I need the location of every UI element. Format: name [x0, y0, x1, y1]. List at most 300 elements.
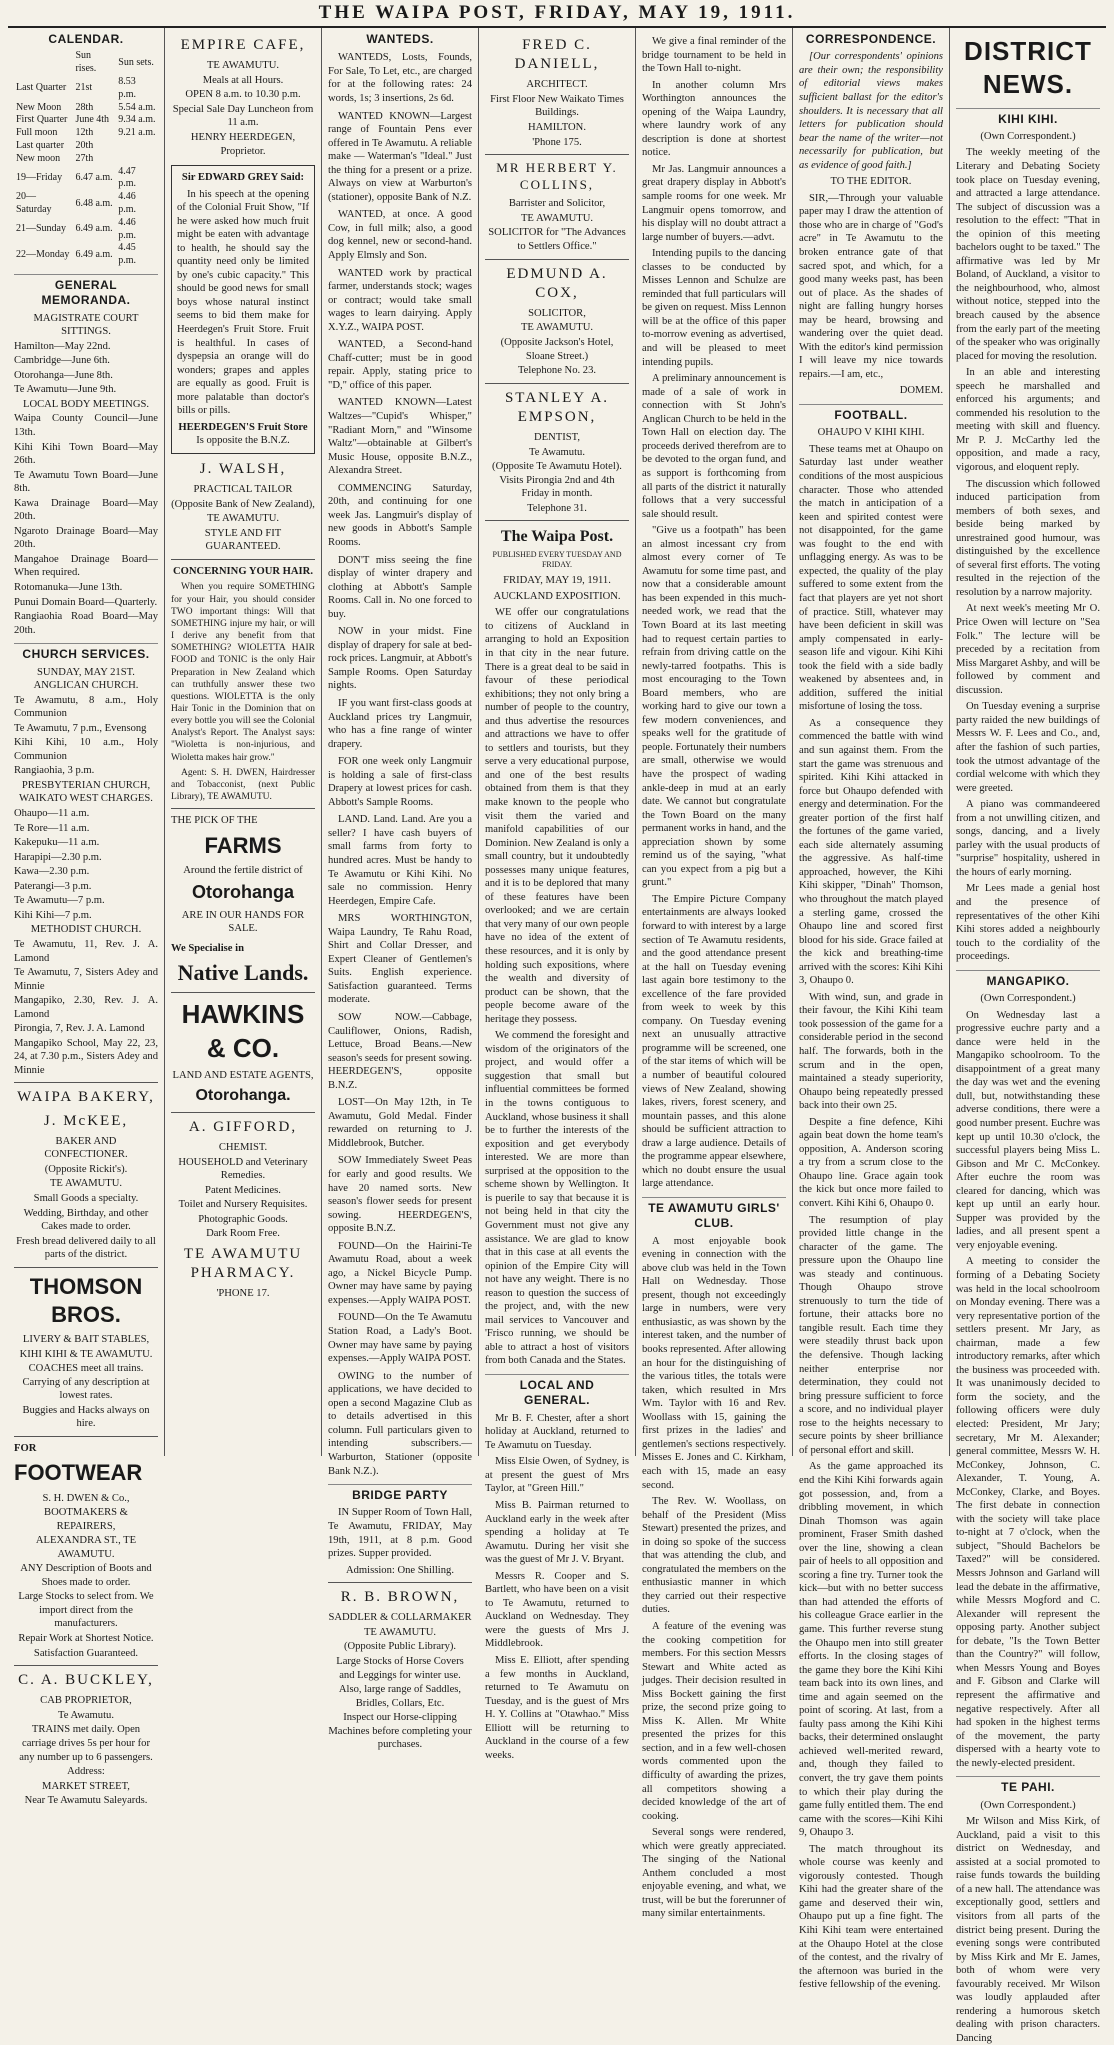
calendar-cell: 6.49 a.m.: [75, 223, 113, 235]
text-line: HAMILTON.: [528, 122, 586, 134]
text-line: Dark Room Free.: [206, 1228, 280, 1240]
calendar-cell: 9.21 a.m.: [118, 127, 156, 139]
text-line: (Opposite Te Awamutu Hotel). Visits Pirongia 2nd and 4th Friday in month.: [492, 461, 622, 500]
footwear-for: FOR: [14, 1442, 37, 1454]
text-line: TE AWAMUTU.: [363, 1626, 437, 1638]
buckley-lines: [14, 1694, 158, 1807]
wanted-item: IF you want first-class goods at Auckland prices try Langmuir, who has a fine range of winter drapery.: [328, 697, 472, 750]
moon-rows: [14, 76, 158, 166]
tepahi-heading: TE PAHI.: [956, 1776, 1100, 1795]
wanted-item: NOW in your midst. Fine display of drapery for sale at bed-rock prices. Langmuir, at Abbott's Sample Rooms. Open Saturday nights.: [328, 626, 472, 692]
text-line: Around the fertile district of: [183, 864, 303, 876]
text-line: Telephone No. 23.: [517, 365, 597, 377]
native-title: Native Lands.: [177, 960, 309, 986]
local-general-heading: LOCAL AND GENERAL.: [485, 1374, 629, 1409]
text-line: KIHI KIHI & TE AWAMUTU.: [19, 1348, 153, 1360]
text-line: Rangiaohia, 3 p.m.: [14, 765, 95, 777]
cox-lines: [485, 307, 629, 378]
column-5: [636, 28, 793, 1920]
text-line: Mangahoe Drainage Board—When required.: [14, 553, 158, 579]
calendar-cell: 5.54 a.m.: [118, 101, 156, 113]
paragraph: Mr Wilson and Miss Kirk, of Auckland, paid a visit to this district on Wednesday, and assisted at a social promoted to raise funds towards the building of a new hall. The attendance was exceptionally good, settlers and visitors from all parts of the district being present. During the evening songs were contributed by Miss Kirk and Mr E. James, both of whom were very favourably received. Mr Wilson was loudly applauded after rendering a humorous sketch dealing with prison characters. Dancing: [956, 1816, 1100, 2044]
grey-title: Sir EDWARD GREY Said:: [181, 172, 305, 184]
paragraph: In another column Mrs Worthington announces the opening of the Waipa Laundry, where laundry work of any description is done at shortest notice.: [642, 79, 786, 159]
bridge-admission: Admission: One Shilling.: [345, 1564, 454, 1576]
brown-lines: [328, 1611, 472, 1751]
paragraph: On Wednesday last a progressive euchre party and a dance were held in the Mangapiko schoolroom. To the disappointment of a great many the day was wet and the evening dull, but, notwithstanding these adverse conditions, there were a good number present. Euchre was kept up until 10.30 o'clock, the successful players being Miss L. Gibson and Mr C. McConkey. After euchre the room was cleared for dancing, which was kept up until an early hour. Supper was provided by the ladies, and all present spent a very enjoyable evening.: [956, 1009, 1100, 1251]
gifford-title: A. GIFFORD,: [188, 1118, 298, 1135]
corr-sign: DOMEM.: [899, 385, 943, 397]
general-heading: GENERAL MEMORANDA.: [14, 274, 158, 309]
wanted-item: FOUND—On the Hairini-Te Awamutu Road, about a week ago, a Nickel Bicycle Pump. Owner may have same by paying expenses.—Apply WAIPA POST.: [328, 1240, 472, 1306]
text-line: CAB PROPRIETOR,: [40, 1695, 132, 1707]
divider: [14, 1665, 158, 1666]
wanted-item: OWING to the number of applications, we have decided to open a second Magazine Club as to details advertised in this column. Full particulars given to intending subscribers.—Warburton, Stationer (opposite Bank N.Z.).: [328, 1370, 472, 1477]
otorohanga-title: Otorohanga: [192, 882, 294, 903]
gifford-lines: [171, 1141, 315, 1241]
paragraph: Intending pupils to the dancing classes to be conducted by Misses Lennon and Schulze are reminded that full particulars will be given on request. Miss Lennon will be at the office of this paper to-morrow evening as advertised, and will be pleased to meet intending pupils.: [642, 248, 786, 368]
text-line: HOUSEHOLD and Veterinary Remedies.: [178, 1156, 308, 1182]
column-6: [793, 28, 950, 1991]
paragraph: A piano was commandeered from a not unwilling citizen, and songs, dancing, and a lively parley with the usual products of "surprise" hospitality, ushered in the hours of early morning.: [956, 799, 1100, 878]
collins-title: MR HERBERT Y. COLLINS,: [496, 160, 618, 192]
text-line: Photographic Goods.: [198, 1213, 288, 1225]
calendar-cell: [116, 140, 158, 153]
methodist-heading: METHODIST CHURCH.: [30, 924, 142, 936]
calendar-row: [14, 102, 158, 115]
calendar-col-sets: Sun sets.: [118, 56, 154, 68]
column-7: [950, 28, 1106, 2044]
text-line: Pirongia, 7, Rev. J. A. Lamond: [14, 1023, 145, 1035]
calendar-cell: 4.47 p.m.: [118, 165, 137, 190]
calendar-row: [14, 242, 158, 268]
text-line: SOLICITOR for "The Advances to Settlers Office.": [488, 227, 626, 252]
text-line: Wedding, Birthday, and other Cakes made to order.: [23, 1207, 149, 1233]
text-line: Large Stocks to select from. We import direct from the manufacturers.: [18, 1591, 154, 1630]
paragraph: "Give us a footpath" has been an almost incessant cry from almost every corner of Te Awamutu for some time past, and now that a considerable amount has been expended in this much-needed work, we read that the Town Board at its last meeting had to request certain parties to refrain from driving cattle on the newly-tarred footpaths. This is most encouraging to the Town Board members, who are working hard to give our town a few modern conveniences, and speaks well for the gratitude of people. Fortunately their numbers are small, otherwise we would have the prospect of wading ankle-deep in mud at an early date. We cannot but congratulate the Town Board on the many permanent works in hand, and the appreciation shown by some remind us of the saying, "what can you expect from a pig but a grunt.": [642, 525, 786, 889]
hawkins-title: HAWKINS & CO.: [181, 999, 305, 1063]
footwear-title: FOOTWEAR: [14, 1460, 143, 1486]
daniell-lines: [485, 78, 629, 149]
text-line: TE AWAMUTU.: [49, 1178, 123, 1190]
text-line: (Opposite Rickit's).: [44, 1163, 128, 1175]
paragraph: The weekly meeting of the Literary and Debating Society took place on Tuesday evening, and attracted a large attendance. The subject of discussion was a resolution to the effect: "That in the opinion of this meeting bachelors ought to be taxed." The affirmative was led by Mr Boland, of Auckland, a visitor to the neighbourhood, who, almost without notice, stepped into the breach caused by the absence from the early part of the meeting of the speaker who was originally placed for moving the resolution.: [956, 147, 1100, 362]
calendar-cell: 20—Saturday: [16, 191, 52, 215]
pharmacy-phone: 'PHONE 17.: [216, 1288, 270, 1300]
paragraph: Miss B. Pairman returned to Auckland early in the week after spending a holiday at Te Awamutu. During her visit she was the guest of Mr J. V. Bryant.: [485, 1499, 629, 1566]
text-line: OPEN 8 a.m. to 10.30 p.m.: [185, 89, 301, 101]
wanteds-heading: WANTEDS.: [366, 32, 434, 46]
district-heading: DISTRICT NEWS.: [964, 36, 1092, 100]
text-line: Ngaroto Drainage Board—May 20th.: [14, 525, 158, 551]
paragraph: The discussion which followed induced participation from members of both sexes, and beside being marked by unrestrained good humour, was distinguished by the excellence of several first efforts. The voting resulted in the rejection of the resolution by a narrow majority.: [956, 478, 1100, 598]
wanted-item: DON'T miss seeing the fine display of winter drapery and clothing at Abbott's Sample Rooms. Call in. No one forced to buy.: [328, 554, 472, 620]
text-line: TE AWAMUTU.: [520, 322, 594, 334]
text-line: (Opposite Bank of New Zealand),: [171, 498, 315, 510]
text-line: DENTIST,: [534, 432, 580, 444]
text-line: Waipa County Council—June 13th.: [14, 413, 158, 438]
text-line: MARKET STREET,: [42, 1780, 130, 1792]
paragraph: We give a final reminder of the bridge tournament to be held in the Town Hall to-night.: [642, 36, 786, 75]
calendar-cell: June 4th: [75, 114, 110, 126]
paragraph: Despite a fine defence, Kihi again beat down the home team's opposition, A. Anderson scoring a try from a scrum close to the Ohaupo line. Grace again took the kick but once more failed to convert. Kihi Kihi 6, Ohaupo 0.: [799, 1116, 943, 1210]
text-line: Proprietor.: [220, 146, 266, 158]
paragraph: The Empire Picture Company entertainments are always looked forward to with interest by a large section of Te Awamutu residents, and the good attendance present at the hall on Tuesday evening last again bore testimony to the excellence of the fare provided from week to week by this company. On Tuesday evening next an unusually attractive programme will be screened, one of the star items of which will be a number of beautiful coloured views of New Zealand, showing lakes, rivers, forest scenery, and mountain passes, and this alone should be sufficient attraction to draw a large audience. Details of the programme appear elsewhere, which no doubt ensure the usual large attendance.: [642, 893, 786, 1190]
paragraph: A preliminary announcement is made of a sale of work in connection with St John's Anglican Church to be held in the Town Hall on election day. The proceeds derived therefrom are to be devoted to the organ fund, and as support is forthcoming from all parts of the district it naturally follows that a very successful sale should result.: [642, 373, 786, 520]
thomson-title: THOMSON BROS.: [29, 1273, 143, 1327]
text-line: TE AWAMUTU.: [206, 60, 280, 72]
wanted-item: LOST—On May 12th, in Te Awamutu, Gold Medal. Finder rewarded on returning to J. Middlebrook, Butcher.: [328, 1097, 472, 1149]
text-line: Te Awamutu—7 p.m.: [14, 895, 105, 907]
text-line: COACHES meet all trains. Carrying of any description at lowest rates.: [22, 1363, 150, 1402]
bridge-heading: BRIDGE PARTY: [328, 1484, 472, 1503]
kihi-corr: (Own Correspondent.): [980, 130, 1076, 142]
daniell-title: FRED C. DANIELL,: [514, 37, 600, 73]
footwear-lines: [14, 1492, 158, 1661]
court-heading: MAGISTRATE COURT SITTINGS.: [33, 312, 139, 338]
text-line: Te Rore—11 a.m.: [14, 822, 90, 834]
corr-note: [Our correspondents' opinions are their own; the responsibility of editorial views makes sufficient ballast for the editor's shoulders. It is necessary that all letters for publication should bear the name of the writer—not necessarily for publication, but as evidence of good faith.]: [799, 51, 943, 171]
divider: [14, 1436, 158, 1437]
text-line: ANY Description of Boots and Shoes made to order.: [20, 1563, 152, 1588]
text-line: BAKER AND CONFECTIONER.: [44, 1135, 128, 1161]
text-line: Kihi Kihi Town Board—May 26th.: [14, 441, 158, 467]
text-line: First Floor New Waikato Times Buildings.: [490, 93, 624, 119]
text-line: Special Sale Day Luncheon from 11 a.m.: [172, 103, 314, 129]
text-line: Large Stocks of Horse Covers and Leggings for winter use.: [336, 1655, 464, 1681]
empson-lines: [485, 431, 629, 515]
paragraph: A meeting to consider the forming of a Debating Society was held in the local schoolroom on Monday evening. There was a very representative portion of the settlers present. Mr Jary, as chairman, made a few introductory remarks, after which the business was proceeded with. It was unanimously decided to form the society, and the following officers were duly elected: President, Mr Jary; secretary, Mr M. Alexander; general committee, Messrs W. H. McConkey, Johnson, C. Alexander, T. Young, A. McConkey, Clarke, and Boyes. The first debate in connection with the society will take place to-night at 7 o'clock, when the subject, "Should Bachelors be Taxed?" will be considered. Messrs Johnson and Garland will lead the debate in the affirmative, while Messrs Mogford and C. Alexander will represent the opposing party. Another subject for debate, "Is the Town Better than the Country?" will follow, when Messrs Young and Boyes and F. Gibson and Clarke will represent the affirmative and negative respectively. After all had spoken in the highest terms of the movement, the party dispersed with a hearty vote to the newly-elected president.: [956, 1256, 1100, 1769]
text-line: Rangiaohia Road Board—May 20th.: [14, 611, 158, 636]
calendar-row: [14, 166, 158, 192]
wanted-item: WANTED, at once. A good Cow, in full milk; also, a good dog kennel, new or second-hand. Apply Elmsly and Son.: [328, 209, 472, 262]
text-line: BOOTMAKERS & REPAIRERS,: [44, 1507, 128, 1532]
paragraph: As a consequence they commenced the battle with wind and sun against them. From the start the game was strenuous and spirited. Kihi Kihi attacked in force but Ohaupo defended with energy and determination. For the greater portion of the first half the fortunes of the game varied, each side alternately assuming the aggressive. As half-time approached, however, the Kihi Kihi skipper, "Dinah" Thomson, who throughout the match played a sterling game, crossed the Ohaupo line and scored first blood for his side. Grace failed at the kick and breathing-time arrived with the scores: Kihi Kihi 3, Ohaupo 0.: [799, 717, 943, 987]
text-line: Te Awamutu—June 9th.: [14, 384, 117, 396]
local-general-body: [485, 1412, 629, 1763]
text-line: TE AWAMUTU.: [520, 212, 594, 224]
calendar-cell: New moon: [16, 152, 61, 164]
walsh-lines: [171, 483, 315, 554]
text-line: S. H. DWEN & Co.,: [42, 1492, 130, 1504]
text-line: SADDLER & COLLARMAKER: [328, 1612, 472, 1624]
wanted-item: SOW Immediately Sweet Peas for early and good results. We have 20 named sorts. New season's flower seeds for present sowing. HEERDEGEN'S, opposite B.N.Z.: [328, 1155, 472, 1235]
calendar-cell: 9.34 a.m.: [118, 114, 156, 126]
paragraph: A feature of the evening was the cooking competition for members. For this section Messrs Stewart and White acted as judges. Their decision resulted in Miss Bockett gaining the first prize, the second prize going to Miss K. Allen. Mr White presented the prizes for this section, and in a few well-chosen words commented upon the difficulty of awarding the prizes, all competitors showing a decided knowledge of the art of cooking.: [642, 1620, 786, 1822]
anglican-list: [14, 694, 158, 778]
girls-heading: TE AWAMUTU GIRLS' CLUB.: [642, 1197, 786, 1232]
text-line: TE AWAMUTU.: [206, 513, 280, 525]
calendar-cell: 4.45 p.m.: [118, 242, 137, 267]
text-line: Te Awamutu, 8 a.m., Holy Communion: [14, 694, 158, 720]
paragraph: The match throughout its whole course was keenly and vigorously contested. Though Kihi had the greater share of the game and deserved their win, Ohaupo put up a fine fight. The Kihi Kihi team were entertained at the Ohaupo Hotel at the close of the contest, and the rivalry of the afternoon was buried in the festive fellowship of the evening.: [799, 1843, 943, 1991]
paragraph: WE offer our congratulations to citizens of Auckland in arranging to hold an Exposition in that city in the near future. There is a great deal to be said in favour of these periodical exhibitions; they not only bring a number of people to the country, and thus advertise the resources and attractions we have to offer to settlers and tourists, but they serve a very educational purpose, and one of the best results obtained from them is that they make known to the people who visit them the varied and manifold capabilities of our Dominion. New Zealand is only a small country, but it undoubtedly possesses many unique features, and it is to be deplored that many of these features have been overlooked; and we are certain that very many of our own people have no idea of the extent of these resources, and it is only by holding such expositions, where the wealth and diversity of product can be shown, that the people become aware of the heritage they possess.: [485, 607, 629, 1025]
paragraph: At next week's meeting Mr O. Price Owen will lecture on "Sea Folk." The lecture will be preceded by a recitation from Miss Margaret Ashby, and will be followed by comment and discussion.: [956, 603, 1100, 696]
text-line: Punui Domain Board—Quarterly.: [14, 596, 158, 608]
grey-footer: HEERDEGEN'S Fruit Store: [178, 421, 308, 433]
empire-title: EMPIRE CAFE,: [180, 37, 306, 53]
calendar-cell: 6.48 a.m.: [75, 197, 113, 209]
mangapiko-heading: MANGAPIKO.: [956, 970, 1100, 989]
presby-list: [14, 807, 158, 922]
text-line: Te Awamutu.: [58, 1709, 114, 1721]
text-line: LIVERY & BAIT STABLES,: [22, 1334, 150, 1346]
column-4: [479, 28, 636, 1761]
calendar-table: [14, 50, 158, 268]
wanted-item: WANTED, a Second-hand Chaff-cutter; must be in good repair. Apply, stating price to "D," office of this paper.: [328, 339, 472, 391]
text-line: SOLICITOR,: [528, 307, 586, 319]
text-line: ARCHITECT.: [526, 79, 588, 91]
text-line: Kakepuku—11 a.m.: [14, 837, 100, 849]
text-line: Small Goods a specialty.: [33, 1192, 139, 1204]
church-date: SUNDAY, MAY 21ST.: [37, 666, 135, 678]
divider: [171, 1112, 315, 1113]
divider: [171, 808, 315, 809]
corr-to: TO THE EDITOR.: [830, 176, 912, 188]
text-line: ALEXANDRA ST., TE AWAMUTU.: [35, 1535, 137, 1560]
collins-lines: [485, 197, 629, 253]
text-line: Kihi Kihi, 10 a.m., Holy Communion: [14, 737, 158, 762]
wanted-item: COMMENCING Saturday, 20th, and continuing for one week Jas. Langmuir's display of new goods in Abbott's Sample Rooms.: [328, 482, 472, 548]
cox-title: EDMUND A. COX,: [506, 265, 608, 301]
presby-heading: PRESBYTERIAN CHURCH, WAIKATO WEST CHARGES.: [19, 779, 153, 805]
local-list: [14, 412, 158, 637]
text-line: Ohaupo—11 a.m.: [14, 808, 90, 820]
divider: [14, 1082, 158, 1083]
calendar-cell: Full moon: [16, 127, 58, 139]
text-line: Barrister and Solicitor,: [508, 198, 606, 210]
text-line: Fresh bread delivered daily to all parts of the district.: [16, 1235, 156, 1261]
calendar-cell: First Quarter: [16, 114, 68, 126]
text-line: CHEMIST.: [218, 1142, 268, 1154]
bakery-name: J. McKEE,: [43, 1112, 129, 1129]
calendar-cell: 6.49 a.m.: [75, 248, 113, 260]
text-line: Telephone 31.: [527, 502, 587, 514]
text-line: 'Phone 175.: [532, 136, 582, 148]
text-line: Inspect our Horse-clipping Machines before completing your purchases.: [328, 1712, 472, 1751]
divider: [485, 383, 629, 384]
hawkins-place: Otorohanga.: [195, 1087, 291, 1105]
tepahi-body: [956, 1815, 1100, 2045]
calendar-cell: 22—Monday: [16, 248, 70, 260]
text-line: Hamilton—May 22nd.: [14, 340, 111, 352]
text-line: Te Awamutu, 7 p.m., Evensong: [14, 722, 147, 734]
text-line: Kihi Kihi—7 p.m.: [14, 909, 92, 921]
paragraph: Mr Jas. Langmuir announces a great drapery display in Abbott's sample rooms for one week. Mr Langmuir opens tomorrow, and his display will no doubt attract a large number of buyers.—advt.: [642, 163, 786, 243]
local-heading: LOCAL BODY MEETINGS.: [22, 398, 150, 410]
calendar-cell: 19—Friday: [16, 171, 63, 183]
wanted-item: WANTEDS, Losts, Founds, For Sale, To Let, etc., are charged for at the following rates: 24 words, 1s; 3 insertions, 2s 6d.: [328, 52, 472, 104]
paper-name: The Waipa Post.: [500, 528, 614, 546]
wanted-item: SOW NOW.—Cabbage, Cauliflower, Onions, Radish, Lettuce, Broad Beans.—New season's seeds for present sowing. HEERDEGEN'S, opposite B.N.Z.: [328, 1012, 473, 1091]
calendar-row: [14, 114, 158, 127]
text-line: (Opposite Public Library).: [343, 1641, 457, 1653]
page-columns: [8, 28, 1106, 2044]
wanted-item: WANTED work by practical farmer, understands stock; wages or contract; would take small wages to learn dairying. Apply X.Y.Z., WAIPA POST.: [328, 267, 472, 333]
paragraph: With wind, sun, and grade in their favour, the Kihi Kihi team took possession of the game for a considerable period in the second half. The forwards, both in the scrum and in the open, maintained a steady superiority, Ohaupo being repeatedly pressed back into their own 25.: [799, 991, 943, 1112]
text-line: Cambridge—June 6th.: [14, 355, 110, 367]
wanted-item: LAND. Land. Land. Are you a seller? I have cash buyers of small farms from forty to hundred acres. Must be handy to Te Awamutu or Kihi Kihi. No sale no commission. Henry Heerdegen, Empire Cafe.: [328, 814, 472, 907]
text-line: PRACTICAL TAILOR: [193, 484, 293, 496]
mangapiko-corr: (Own Correspondent.): [980, 993, 1076, 1005]
walsh-title: J. WALSH,: [199, 460, 287, 477]
text-line: Also, large range of Saddles, Bridles, Collars, Etc.: [338, 1684, 462, 1709]
mangapiko-body: [956, 1009, 1100, 1771]
calendar-row: [14, 217, 158, 243]
grey-footer2: Is opposite the B.N.Z.: [196, 435, 290, 447]
wanted-item: FOUND—On the Te Awamutu Station Road, a Lady's Boot. Owner may have same by paying expenses.—Apply WAIPA POST.: [328, 1312, 472, 1365]
farms-sale: ARE IN OUR HANDS FOR SALE.: [181, 909, 305, 935]
text-line: LAND AND ESTATE AGENTS,: [172, 1069, 314, 1081]
calendar-cell: 21st: [75, 82, 93, 94]
column-1: [8, 28, 165, 1807]
calendar-row: [14, 153, 158, 166]
text-line: Satisfaction Guaranteed.: [33, 1647, 139, 1659]
bakery-lines: [14, 1135, 158, 1262]
day-rows: [14, 166, 158, 268]
text-line: Repair Work at Shortest Notice.: [18, 1633, 154, 1645]
paragraph: Miss Elsie Owen, of Sydney, is at present the guest of Mrs Taylor, at "Green Hill.": [485, 1456, 629, 1495]
empson-title: STANLEY A. EMPSON,: [504, 389, 610, 425]
paragraph: These teams met at Ohaupo on Saturday last under weather conditions of the most auspicious character. Those who attended the match in anticipation of a keen and spirited contest were not disappointed, for the game was fought to the end with unflagging energy. As was to be expected, the quality of the play suffered to some extent from the fact that players are yet not short of practice. Still, whatever may have been deficient in skill was amply compensated in early-season life and vigour. Kihi Kihi took the field with a side badly weakened by absentees and, in addition, suffered the initial misfortune of losing the toss.: [799, 443, 943, 713]
masthead: THE WAIPA POST, FRIDAY, MAY 19, 1911.: [8, 0, 1106, 28]
text-line: Patent Medicines.: [205, 1184, 281, 1196]
grey-text: In his speech at the opening of the Colonial Fruit Show, "If he were asked how much fruit might be eaten with advantage to health, he should say the quantity need only be limited by one's cubic capacity." This should be good news for small boys whose natural instinct seems to bid them make for Heerdegen's Fruit Store. Fruit is healthful. In cases of dyspepsia an orange will do wonders; grapes and apples are equally as good. Fruit is more palatable than doctor's bills or pills.: [177, 188, 309, 417]
calendar-cell: 21—Sunday: [16, 223, 66, 235]
calendar-row: [14, 191, 158, 217]
text-line: HENRY HEERDEGEN,: [190, 131, 296, 143]
calendar-cell: 4.46 p.m.: [118, 191, 137, 215]
farms-lines: [171, 864, 315, 878]
methodist-list: [14, 938, 158, 1077]
hair-agent: Agent: S. H. DWEN, Hairdresser and Tobacconist, (next Public Library), TE AWAMUTU.: [171, 767, 315, 803]
farms-title: FARMS: [204, 832, 282, 858]
native-intro: We Specialise in: [171, 942, 244, 954]
paragraph: Mr Lees made a genial host and the presence of representatives of the other Kihi Kihi stores added a neighbourly touch to the cordiality of the proceedings.: [956, 883, 1100, 963]
text-line: Harapipi—2.30 p.m.: [14, 851, 102, 863]
church-heading: CHURCH SERVICES.: [14, 643, 158, 662]
corr-text: SIR,—Through your valuable paper may I draw the attention of those who are in charge of "God's acre" in Te Awamutu to the broken entrance gate of that sacred spot, and which, for a good many weeks past, has been out of place. As the shades of night are falling hungry horses may be heard, browsing and wandering over the quiet dead. With the editor's kind permission I will leave my nice towards repairs.—I am, etc.,: [799, 192, 943, 380]
paragraph: We commend the foresight and wisdom of the originators of the project, and would offer a suggestion that small but influential committees be formed in the towns contiguous to Auckland, whose business it shall be to further the interests of the exposition and get everybody interested. We are more than surprised at the opposition to the scheme shown by Wellington. It is puerile to say that because it is not being held in that city the Government must not give any assistance. We are glad to know that in this case at all events the opinion of the Empire City will not have any weight. There is no reason to question the success of the project, and, with the new mail services to Vancouver and 'Frisco running, we should be able to attract a host of visitors from both Canada and the States.: [485, 1030, 629, 1367]
paragraph: The resumption of play provided little change in the character of the game. The pressure upon the Ohaupo line was steady and continuous. Though Ohaupo strove strenuously to turn the tide of fortune, their attacks bore no tangible result. Each time they were steadily thrust back upon the defensive. Though lacking neither enterprise nor determination, they could not bring pressure sufficient to force a score, and no individual player rose to the heights necessary to secure points by sheer brilliance of personal effort and skill.: [799, 1214, 943, 1456]
text-line: Te Awamutu, 11, Rev. J. A. Lamond: [14, 938, 158, 964]
text-line: TRAINS met daily. Open carriage drives 5s per hour for any number up to 6 passengers.: [19, 1724, 153, 1763]
calendar-col-rises: Sun rises.: [75, 50, 97, 75]
text-line: Kawa—2.30 p.m.: [14, 866, 90, 878]
paragraph: The Rev. W. Woollass, on behalf of the President (Miss Stewart) presented the prizes, and in doing so spoke of the success that was attending the club, and congratulated the members on the enthusiastic manner in which they carried out their respective duties.: [642, 1496, 786, 1616]
calendar-cell: Last Quarter: [16, 82, 67, 94]
farms-intro: THE PICK OF THE: [171, 815, 258, 827]
paragraph: As the game approached its end the Kihi Kihi forwards again got possession, and, from a dribbling movement, in which Dinah Thomson was again prominent, Fraser Smith dashed over the line, showing a clean pair of heels to all opposition and scoring a fine try. Turner took the kick—but with no better success than had attended the efforts of his colleague Grace earlier in the game. This further reverse stung the Ohaupo men into still greater efforts. In the closing stages of the game they bore the Kihi Kihi team back into its own lines, and time and again seemed on the point of scoring. At last, from a faulty pass among the Kihi Kihi backs, their determined onslaught achieved well-merited reward, and, though they failed to convert, the try gave them points to which their play during the game fully entitled them. The end came with the scores—Kihi Kihi 9, Ohaupo 3.: [799, 1461, 943, 1839]
kihi-body: [956, 146, 1100, 963]
divider: [328, 1582, 472, 1583]
wanted-item: WANTED KNOWN—Largest range of Fountain Pens ever offered in Te Awamutu. A reliable make — Waterman's "Ideal." Just the thing for a present or a prize. Always on view at Warburton's (stationer), opposite Bank of N.Z.: [328, 110, 472, 203]
empire-lines: [171, 59, 315, 159]
calendar-cell: New Moon: [16, 101, 62, 113]
text-line: (Opposite Jackson's Hotel, Sloane Street.): [500, 337, 614, 362]
paragraph: On Tuesday evening a surprise party raided the new buildings of Messrs W. F. Lees and Co., and, after the fashion of such parties, took the utmost advantage of the cordial welcome with which they were greeted.: [956, 701, 1100, 794]
text-line: Mangapiko School, May 22, 23, 24, at 7.30 p.m., Sisters Adey and Minnie: [14, 1037, 158, 1076]
hair-title: CONCERNING YOUR HAIR.: [173, 565, 313, 577]
calendar-cell: 20th: [75, 139, 94, 151]
calendar-row: [14, 127, 158, 140]
divider: [171, 992, 315, 993]
wanteds-list: [328, 51, 472, 1478]
calendar-cell: 27th: [75, 152, 94, 164]
text-line: Rotomanuka—June 13th.: [14, 582, 123, 594]
girls-body: [642, 1235, 786, 1921]
court-list: [14, 340, 158, 397]
divider: [485, 520, 629, 521]
column-3: [322, 28, 479, 1751]
text-line: Te Awamutu.: [529, 446, 585, 458]
wanted-item: FOR one week only Langmuir is holding a sale of first-class Drapery at lowest prices for cash. Abbott's Sample Rooms.: [328, 756, 472, 808]
buckley-title: C. A. BUCKLEY,: [18, 1672, 154, 1689]
calendar-cell: 8.53 p.m.: [118, 75, 137, 100]
text-line: Toilet and Nursery Requisites.: [178, 1199, 308, 1211]
wanted-item: MRS WORTHINGTON, Waipa Laundry, Te Rahu Road, Shirt and Collar Dresser, and Expert Cleaner of Gentlemen's Suits. English experience. Satisfaction guaranteed. Terms moderate.: [328, 913, 472, 1006]
text-line: Meals at all Hours.: [202, 74, 284, 86]
anglican-heading: ANGLICAN CHURCH.: [33, 680, 139, 692]
paragraph: In an able and interesting speech he marshalled and enforced his arguments; and commended his resolution to the meeting with skill and fluency. Mr P. J. McCarthy led the opposition, and made a racy, vigorous, and eloquent reply.: [956, 367, 1100, 474]
editorial-heading: AUCKLAND EXPOSITION.: [493, 590, 621, 602]
football-heading: FOOTBALL.: [799, 404, 943, 423]
paragraph: A most enjoyable book evening in connection with the above club was held in the Town Hall on Wednesday. Those present, though not exceedingly large in numbers, were very enthusiastic, as was shown by the interest taken, and the number of books represented. After allowing an hour for the distinguishing of the various titles, the totals were taken, which resulted in Mrs Wm. Taylor with 16 and Rev. Woollass with 15, gaining the first prizes in the ladies' and gentlemen's sections respectively. Misses E. Jones and C. Kirkham, each with 15, made an easy second.: [642, 1235, 786, 1491]
calendar-cell: [116, 153, 158, 166]
calendar-cell: 6.47 a.m.: [75, 171, 113, 183]
divider: [171, 559, 315, 560]
corr-heading: CORRESPONDENCE.: [805, 32, 937, 46]
football-body: [799, 443, 943, 1992]
calendar-cell: 28th: [75, 101, 94, 113]
text-line: Mangapiko, 2.30, Rev. J. A. Lamond: [14, 995, 158, 1020]
kihi-heading: KIHI KIHI.: [956, 108, 1100, 127]
paragraph: Mr B. F. Chester, after a short holiday at Auckland, returned to Te Awamutu on Tuesday.: [485, 1412, 629, 1451]
text-line: Te Awamutu Town Board—June 8th.: [14, 469, 158, 495]
calendar-cell: 4.46 p.m.: [118, 216, 137, 241]
text-line: Kawa Drainage Board—May 20th.: [14, 497, 158, 523]
bakery-title: WAIPA BAKERY,: [17, 1089, 155, 1106]
text-line: STYLE AND FIT GUARANTEED.: [204, 527, 282, 553]
divider: [14, 1267, 158, 1268]
text-line: Otorohanga—June 8th.: [14, 369, 113, 381]
text-line: Address:: [67, 1766, 105, 1778]
text-line: Near Te Awamutu Saleyards.: [24, 1795, 148, 1807]
calendar-row: [14, 76, 158, 102]
paragraph: Miss E. Elliott, after spending a few months in Auckland, returned to Te Awamutu on Tuesday, and is the guest of Mrs H. Y. Collins at "Otawhao." Miss Elliott will be returning to Auckland in the course of a few weeks.: [485, 1654, 629, 1761]
hawkins-lines: [171, 1069, 315, 1083]
calendar-cell: Last quarter: [16, 139, 65, 151]
wanted-item: WANTED KNOWN—Latest Waltzes—"Cupid's Whisper," "Radiant Morn," and "Winsome Waltz"—obtainable at Gilbert's Music House, opposite B.N.Z., Alexandra Street.: [328, 397, 472, 477]
editorial-body: [485, 606, 629, 1368]
bridge-text: IN Supper Room of Town Hall, Te Awamutu, FRIDAY, May 19th, 1911, at 8 p.m. Good prizes. Supper provided.: [328, 1507, 472, 1560]
text-line: Te Awamutu, 7, Sisters Adey and Minnie: [14, 967, 158, 992]
text-line: Paterangi—3 p.m.: [14, 880, 92, 892]
notes-body: [642, 35, 786, 1191]
grey-box: [171, 165, 315, 454]
tepahi-corr: (Own Correspondent.): [980, 1799, 1076, 1811]
calendar-heading: CALENDAR.: [48, 32, 124, 46]
divider: [485, 259, 629, 260]
column-2: [165, 28, 322, 1456]
paragraph: Several songs were rendered, which were greatly appreciated. The singing of the National Anthem concluded a most enjoyable evening, and what, we trust, will be but the forerunner of many similar entertainments.: [642, 1827, 786, 1920]
text-line: Buggies and Hacks always on hire.: [22, 1404, 150, 1430]
divider: [485, 154, 629, 155]
paper-sub: PUBLISHED EVERY TUESDAY AND FRIDAY.: [492, 549, 622, 570]
paper-date: FRIDAY, MAY 19, 1911.: [503, 575, 611, 587]
calendar-cell: 12th: [75, 127, 94, 139]
pharmacy-title: TE AWAMUTU PHARMACY.: [183, 1245, 303, 1282]
